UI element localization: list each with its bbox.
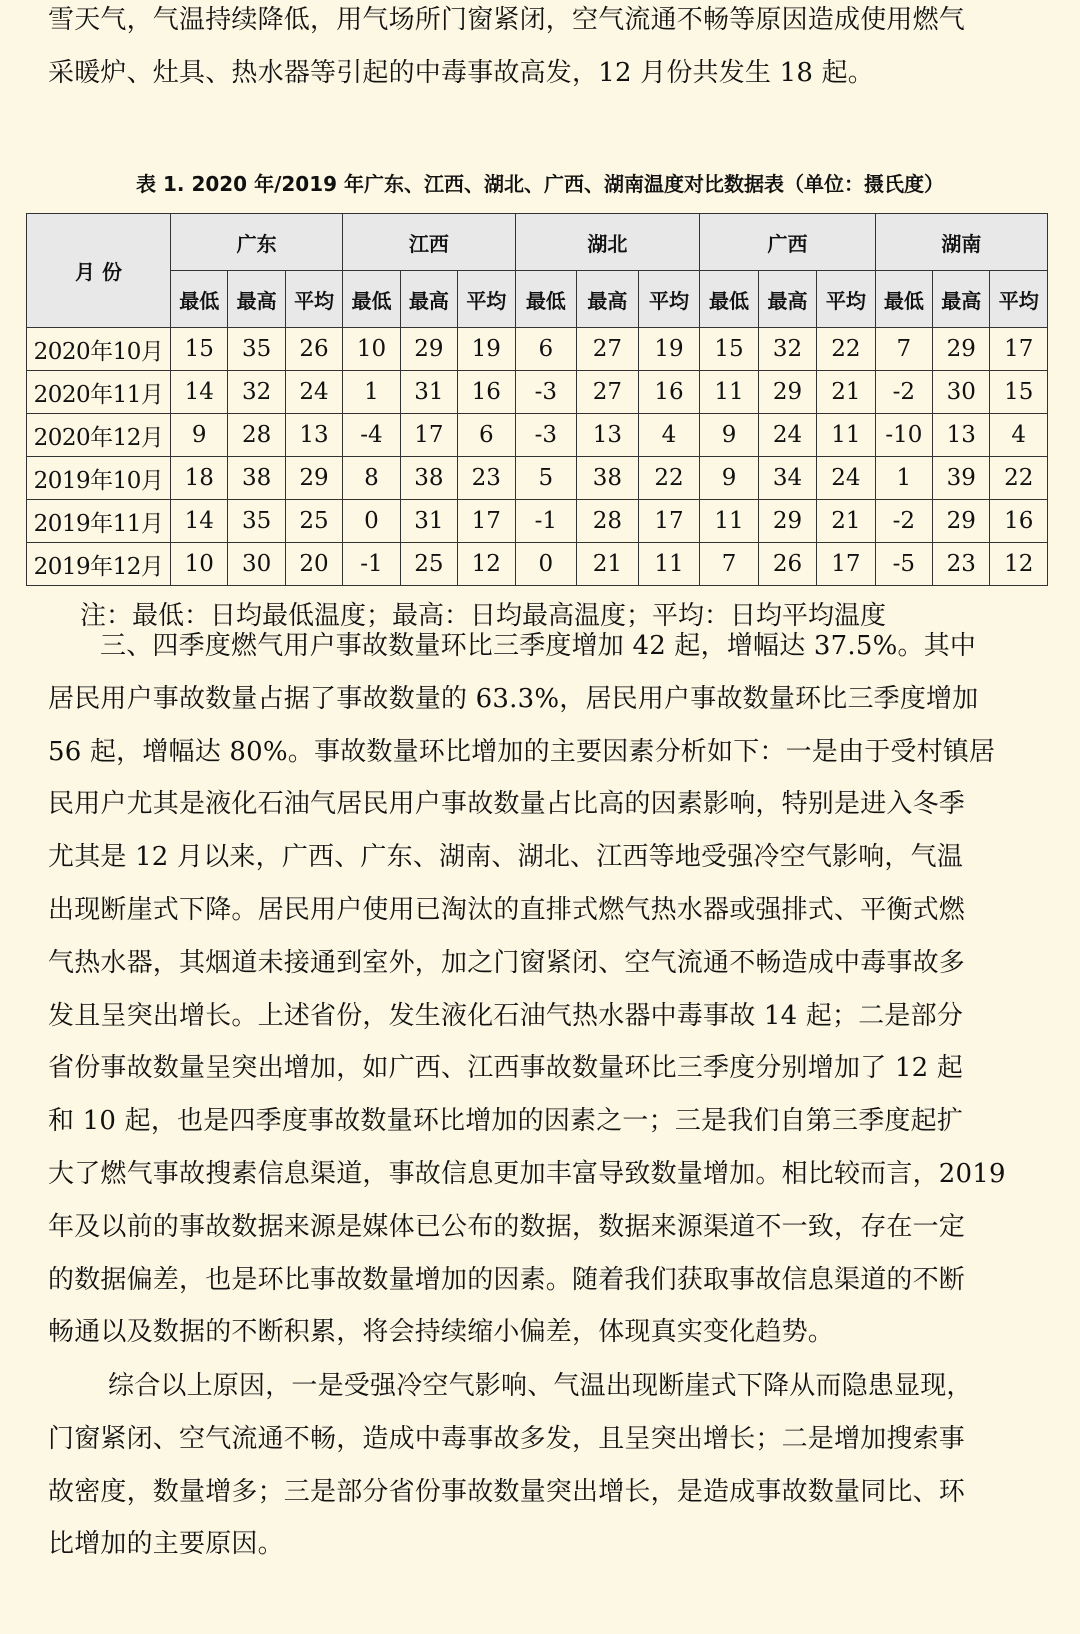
value-cell: 32 <box>228 371 285 414</box>
value-cell: 27 <box>577 371 639 414</box>
value-cell: 17 <box>638 500 700 543</box>
table-row <box>27 500 1048 543</box>
paragraph-line: 三、四季度燃气用户事故数量环比三季度增加 42 起，增幅达 37.5%。其中 <box>100 631 977 661</box>
value-cell: 23 <box>933 543 990 586</box>
value-cell: -10 <box>875 414 932 457</box>
value-cell: 11 <box>817 414 875 457</box>
value-cell: 25 <box>285 500 342 543</box>
value-cell: 14 <box>171 500 228 543</box>
value-cell: 19 <box>638 328 700 371</box>
sub-header: 最低 <box>171 271 228 328</box>
region-header: 湖北 <box>515 214 700 271</box>
paragraph-line: 尤其是 12 月以来，广西、广东、湖南、湖北、江西等地受强冷空气影响，气温 <box>48 842 964 873</box>
value-cell: 38 <box>228 457 285 500</box>
value-cell: 11 <box>638 543 700 586</box>
value-cell: 16 <box>458 371 515 414</box>
table-row <box>27 457 1048 500</box>
paragraph-line: 的数据偏差，也是环比事故数量增加的因素。随着我们获取事故信息渠道的不断 <box>48 1264 966 1295</box>
paragraph-line: 综合以上原因，一是受强冷空气影响、气温出现断崖式下降从而隐患显现， <box>108 1371 973 1401</box>
value-cell: 29 <box>400 328 457 371</box>
value-cell: 10 <box>171 543 228 586</box>
paragraph-line: 气热水器，其烟道未接通到室外，加之门窗紧闭、空气流通不畅造成中毒事故多 <box>48 947 966 978</box>
value-cell: 15 <box>700 328 758 371</box>
month-cell: 2019年10月 <box>27 457 171 500</box>
sub-header: 最低 <box>875 271 932 328</box>
value-cell: 12 <box>458 543 515 586</box>
value-cell: 19 <box>458 328 515 371</box>
sub-header: 平均 <box>817 271 875 328</box>
value-cell: 29 <box>933 500 990 543</box>
value-cell: 29 <box>758 371 816 414</box>
table-row <box>27 328 1048 371</box>
value-cell: 6 <box>515 328 577 371</box>
month-cell: 2020年11月 <box>27 371 171 414</box>
region-header: 湖南 <box>875 214 1047 271</box>
paragraph-line: 省份事故数量呈突出增加，如广西、江西事故数量环比三季度分别增加了 12 起 <box>48 1053 964 1084</box>
value-cell: 28 <box>228 414 285 457</box>
sub-header: 平均 <box>285 271 342 328</box>
value-cell: 17 <box>990 328 1048 371</box>
value-cell: 17 <box>400 414 457 457</box>
value-cell: 17 <box>817 543 875 586</box>
value-cell: -3 <box>515 371 577 414</box>
value-cell: 24 <box>758 414 816 457</box>
value-cell: 30 <box>933 371 990 414</box>
value-cell: 25 <box>400 543 457 586</box>
table-row <box>27 543 1048 586</box>
value-cell: 14 <box>171 371 228 414</box>
value-cell: -4 <box>343 414 400 457</box>
value-cell: 32 <box>758 328 816 371</box>
value-cell: 5 <box>515 457 577 500</box>
value-cell: 6 <box>458 414 515 457</box>
value-cell: 16 <box>638 371 700 414</box>
value-cell: 9 <box>171 414 228 457</box>
month-cell: 2020年10月 <box>27 328 171 371</box>
sub-header: 最低 <box>515 271 577 328</box>
value-cell: 26 <box>285 328 342 371</box>
table-caption: 表 1. 2020 年/2019 年广东、江西、湖北、广西、湖南温度对比数据表（单位：摄氏度） <box>136 172 944 196</box>
paragraph-line: 出现断崖式下降。居民用户使用已淘汰的直排式燃气热水器或强排式、平衡式燃 <box>48 895 966 925</box>
value-cell: 9 <box>700 414 758 457</box>
value-cell: 29 <box>933 328 990 371</box>
value-cell: 20 <box>285 543 342 586</box>
value-cell: -1 <box>343 543 400 586</box>
paragraph-line: 畅通以及数据的不断积累，将会持续缩小偏差，体现真实变化趋势。 <box>48 1317 835 1348</box>
value-cell: -2 <box>875 500 932 543</box>
value-cell: 8 <box>343 457 400 500</box>
value-cell: 16 <box>990 500 1048 543</box>
value-cell: 21 <box>817 371 875 414</box>
sub-header: 最低 <box>343 271 400 328</box>
value-cell: 29 <box>285 457 342 500</box>
value-cell: 38 <box>400 457 457 500</box>
value-cell: -1 <box>515 500 577 543</box>
value-cell: 4 <box>638 414 700 457</box>
paragraph-line: 居民用户事故数量占据了事故数量的 63.3%，居民用户事故数量环比三季度增加 <box>48 683 979 714</box>
temperature-table <box>26 213 1048 586</box>
paragraph-line: 故密度，数量增多；三是部分省份事故数量突出增长，是造成事故数量同比、环 <box>48 1476 966 1507</box>
paragraph-line: 发且呈突出增长。上述省份，发生液化石油气热水器中毒事故 14 起；二是部分 <box>48 1000 964 1031</box>
value-cell: 22 <box>638 457 700 500</box>
value-cell: 39 <box>933 457 990 500</box>
value-cell: 29 <box>758 500 816 543</box>
paragraph-line: 大了燃气事故搜素信息渠道，事故信息更加丰富导致数量增加。相比较而言，2019 <box>48 1159 1006 1189</box>
value-cell: 27 <box>577 328 639 371</box>
value-cell: 38 <box>577 457 639 500</box>
sub-header: 平均 <box>638 271 700 328</box>
value-cell: -5 <box>875 543 932 586</box>
sub-header: 最高 <box>577 271 639 328</box>
value-cell: 18 <box>171 457 228 500</box>
value-cell: 24 <box>285 371 342 414</box>
month-cell: 2019年11月 <box>27 500 171 543</box>
month-cell: 2020年12月 <box>27 414 171 457</box>
paragraph-line: 和 10 起，也是四季度事故数量环比增加的因素之一；三是我们自第三季度起扩 <box>48 1106 964 1137</box>
region-header: 广东 <box>171 214 343 271</box>
value-cell: 11 <box>700 500 758 543</box>
value-cell: 0 <box>515 543 577 586</box>
value-cell: 24 <box>817 457 875 500</box>
value-cell: -2 <box>875 371 932 414</box>
value-cell: 23 <box>458 457 515 500</box>
sub-header: 最高 <box>758 271 816 328</box>
value-cell: 0 <box>343 500 400 543</box>
value-cell: 9 <box>700 457 758 500</box>
month-header: 月 份 <box>27 214 171 328</box>
paragraph-line: 民用户尤其是液化石油气居民用户事故数量占比高的因素影响，特别是进入冬季 <box>48 789 966 820</box>
value-cell: 30 <box>228 543 285 586</box>
value-cell: 31 <box>400 500 457 543</box>
value-cell: 4 <box>990 414 1048 457</box>
paragraph-line: 门窗紧闭、空气流通不畅，造成中毒事故多发，且呈突出增长；二是增加搜索事 <box>48 1423 966 1454</box>
value-cell: 15 <box>171 328 228 371</box>
month-cell: 2019年12月 <box>27 543 171 586</box>
value-cell: 22 <box>817 328 875 371</box>
value-cell: 11 <box>700 371 758 414</box>
value-cell: 13 <box>577 414 639 457</box>
paragraph-line: 年及以前的事故数据来源是媒体已公布的数据，数据来源渠道不一致，存在一定 <box>48 1211 966 1242</box>
region-header: 江西 <box>343 214 515 271</box>
sub-header: 最低 <box>700 271 758 328</box>
intro-line: 采暖炉、灶具、热水器等引起的中毒事故高发，12 月份共发生 18 起。 <box>48 58 874 88</box>
value-cell: 21 <box>817 500 875 543</box>
sub-header: 平均 <box>990 271 1048 328</box>
sub-header: 最高 <box>400 271 457 328</box>
sub-header: 最高 <box>228 271 285 328</box>
table-row <box>27 371 1048 414</box>
sub-header: 最高 <box>933 271 990 328</box>
value-cell: 1 <box>343 371 400 414</box>
value-cell: 13 <box>933 414 990 457</box>
value-cell: 35 <box>228 328 285 371</box>
value-cell: 15 <box>990 371 1048 414</box>
value-cell: -3 <box>515 414 577 457</box>
value-cell: 17 <box>458 500 515 543</box>
value-cell: 28 <box>577 500 639 543</box>
table-note: 注：最低：日均最低温度；最高：日均最高温度；平均：日均平均温度 <box>80 601 887 631</box>
value-cell: 12 <box>990 543 1048 586</box>
value-cell: 35 <box>228 500 285 543</box>
value-cell: 7 <box>700 543 758 586</box>
value-cell: 21 <box>577 543 639 586</box>
region-header: 广西 <box>700 214 875 271</box>
table-row <box>27 414 1048 457</box>
value-cell: 31 <box>400 371 457 414</box>
paragraph-line: 56 起，增幅达 80%。事故数量环比增加的主要因素分析如下：一是由于受村镇居 <box>48 736 996 767</box>
value-cell: 7 <box>875 328 932 371</box>
value-cell: 10 <box>343 328 400 371</box>
value-cell: 22 <box>990 457 1048 500</box>
paragraph-line: 比增加的主要原因。 <box>48 1529 284 1560</box>
intro-line: 雪天气，气温持续降低，用气场所门窗紧闭，空气流通不畅等原因造成使用燃气 <box>48 5 966 35</box>
value-cell: 13 <box>285 414 342 457</box>
sub-header: 平均 <box>458 271 515 328</box>
value-cell: 34 <box>758 457 816 500</box>
value-cell: 26 <box>758 543 816 586</box>
value-cell: 1 <box>875 457 932 500</box>
